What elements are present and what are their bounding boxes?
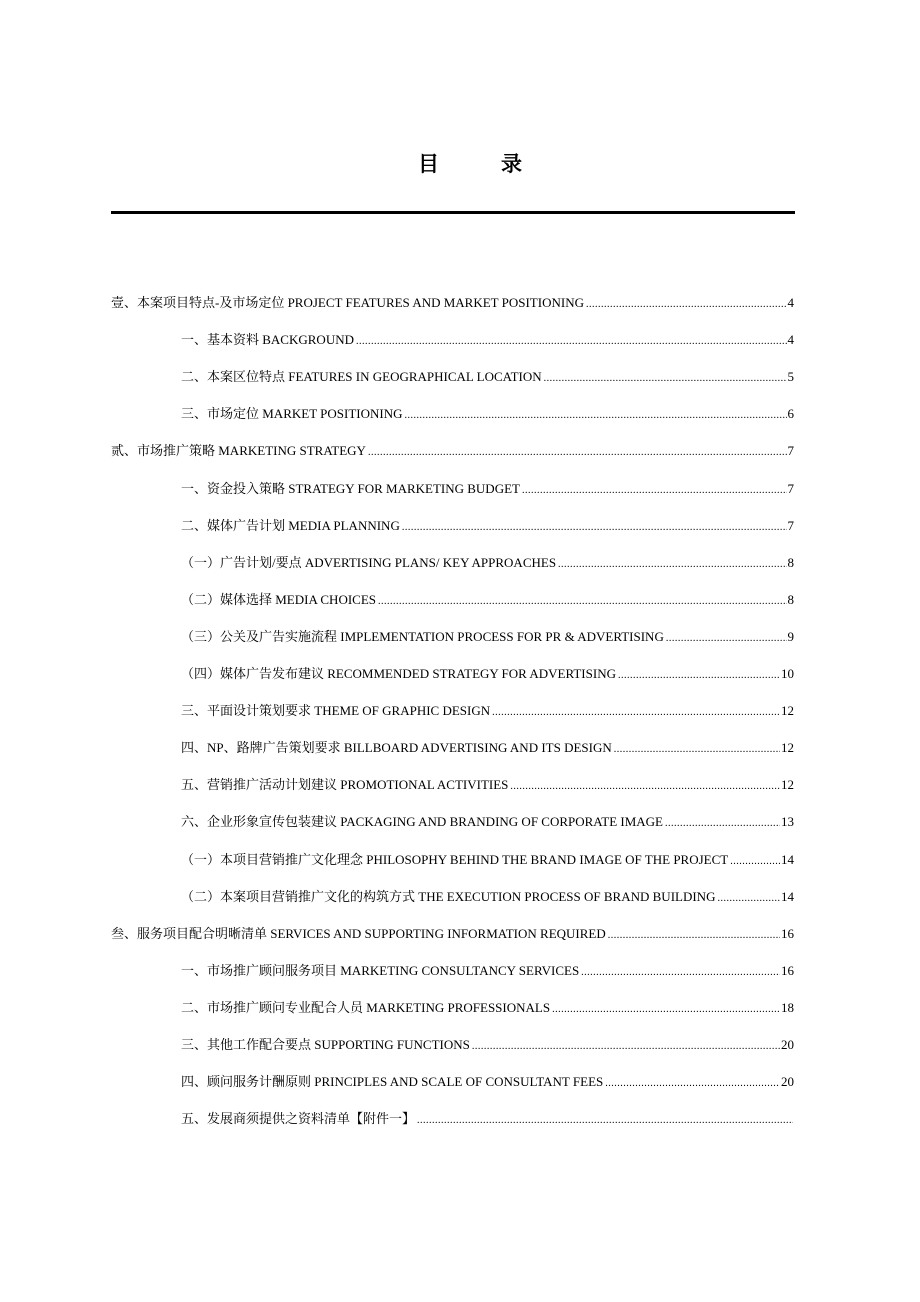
toc-page-number: 12 [781, 740, 794, 755]
toc-entry-label: 三、平面设计策划要求 THEME OF GRAPHIC DESIGN [181, 703, 491, 718]
toc-dot-leader [402, 518, 787, 538]
toc-entry[interactable] [181, 1072, 794, 1092]
title-char-2: 录 [501, 152, 522, 176]
toc-entry-label: 四、NP、路牌广告策划要求 BILLBOARD ADVERTISING AND ITS DESIGN [181, 740, 612, 755]
toc-dot-leader [665, 814, 780, 834]
toc-page-number: 12 [781, 777, 794, 792]
toc-dot-leader [522, 481, 787, 501]
toc-entry-label: 五、发展商须提供之资料清单【附件一】 [181, 1111, 416, 1126]
toc-dot-leader [558, 555, 786, 575]
toc-entry-label: （三）公关及广告实施流程 IMPLEMENTATION PROCESS FOR PR & ADVERTISING [181, 629, 664, 644]
toc-page-number: 7 [787, 481, 794, 496]
toc-dot-leader [378, 592, 786, 612]
toc-page-number: 5 [787, 369, 794, 384]
toc-entry-label: 一、市场推广顾问服务项目 MARKETING CONSULTANCY SERVICES [181, 963, 580, 978]
toc-dot-leader [544, 369, 787, 389]
toc-page-number: 8 [787, 555, 794, 570]
toc-page-number: 14 [781, 852, 794, 867]
toc-dot-leader [492, 703, 780, 723]
title-char-1: 目 [418, 152, 439, 176]
toc-entry[interactable] [181, 738, 794, 758]
toc-dot-leader [510, 777, 780, 797]
toc-entry-label: （一）广告计划/要点 ADVERTISING PLANS/ KEY APPROACHES [181, 555, 557, 570]
toc-page-number: 4 [787, 295, 794, 310]
toc-entry[interactable] [111, 293, 794, 313]
toc-entry-label: 四、顾问服务计酬原则 PRINCIPLES AND SCALE OF CONSULTANT FEES [181, 1074, 604, 1089]
toc-entry[interactable] [181, 479, 794, 499]
toc-dot-leader [472, 1037, 780, 1057]
toc-page-number: 12 [781, 703, 794, 718]
toc-entry-label: 六、企业形象宣传包装建议 PACKAGING AND BRANDING OF CORPORATE IMAGE [181, 814, 663, 829]
toc-page-number: 13 [781, 814, 794, 829]
toc-dot-leader [717, 889, 780, 909]
toc-entry[interactable] [181, 367, 794, 387]
toc-entry-label: 三、其他工作配合要点 SUPPORTING FUNCTIONS [181, 1037, 470, 1052]
toc-entry-label: 叁、服务项目配合明晰清单 SERVICES AND SUPPORTING INFORMATION REQUIRED [111, 926, 606, 941]
toc-entry-label: （四）媒体广告发布建议 RECOMMENDED STRATEGY FOR ADVERTISING [181, 666, 616, 681]
toc-entry[interactable] [181, 1035, 794, 1055]
toc-entry-label: 二、本案区位特点 FEATURES IN GEOGRAPHICAL LOCATION [181, 369, 542, 384]
toc-entry[interactable] [181, 330, 794, 350]
toc-dot-leader [730, 852, 780, 872]
toc-dot-leader [552, 1000, 780, 1020]
toc-page-number: 7 [787, 443, 794, 458]
toc-entry[interactable] [181, 961, 794, 981]
toc-page-number: 16 [781, 926, 794, 941]
toc-page-number: 18 [781, 1000, 794, 1015]
toc-entry[interactable] [181, 590, 794, 610]
toc-entry[interactable] [181, 812, 794, 832]
toc-dot-leader [356, 332, 787, 352]
toc-entry-label: 贰、市场推广策略 MARKETING STRATEGY [111, 443, 366, 458]
toc-entry-label: （一）本项目营销推广文化理念 PHILOSOPHY BEHIND THE BRAND IMAGE OF THE PROJECT [181, 852, 729, 867]
toc-dot-leader [404, 406, 786, 426]
toc-page-number: 14 [781, 889, 794, 904]
toc-page-number: 16 [781, 963, 794, 978]
toc-page-number: 4 [787, 332, 794, 347]
toc-entry[interactable] [181, 664, 794, 684]
toc-page-number: 8 [787, 592, 794, 607]
toc-page-number: 10 [781, 666, 794, 681]
toc-entry-label: 一、资金投入策略 STRATEGY FOR MARKETING BUDGET [181, 481, 520, 496]
toc-dot-leader [605, 1074, 780, 1094]
toc-dot-leader [586, 295, 787, 315]
toc-dot-leader [581, 963, 780, 983]
toc-page-number: 9 [787, 629, 794, 644]
toc-page-number: 20 [781, 1074, 794, 1089]
toc-page-number: 20 [781, 1037, 794, 1052]
toc-entry[interactable] [181, 553, 794, 573]
toc-page-number: 6 [787, 406, 794, 421]
toc-entry-label: 二、媒体广告计划 MEDIA PLANNING [181, 518, 400, 533]
toc-entry[interactable] [181, 701, 794, 721]
toc-dot-leader [614, 740, 780, 760]
toc-dot-leader [618, 666, 780, 686]
toc-entry[interactable] [181, 998, 794, 1018]
toc-entry-label: 五、营销推广活动计划建议 PROMOTIONAL ACTIVITIES [181, 777, 509, 792]
toc-entry[interactable] [181, 850, 794, 870]
toc-dot-leader [666, 629, 787, 649]
toc-entry[interactable] [111, 441, 794, 461]
toc-entry[interactable] [181, 1109, 794, 1129]
page-title [0, 148, 920, 178]
toc-entry[interactable] [181, 404, 794, 424]
toc-entry[interactable] [181, 775, 794, 795]
toc-entry-label: 一、基本资料 BACKGROUND [181, 332, 354, 347]
toc-entry-label: 二、市场推广顾问专业配合人员 MARKETING PROFESSIONALS [181, 1000, 551, 1015]
toc-entry[interactable] [181, 887, 794, 907]
toc-dot-leader [417, 1111, 793, 1131]
toc-dot-leader [608, 926, 780, 946]
title-divider [111, 211, 795, 214]
toc-entry-label: （二）媒体选择 MEDIA CHOICES [181, 592, 377, 607]
toc-entry[interactable] [181, 516, 794, 536]
toc-entry[interactable] [111, 924, 794, 944]
toc-entry-label: 三、市场定位 MARKET POSITIONING [181, 406, 403, 421]
toc-entry-label: （二）本案项目营销推广文化的构筑方式 THE EXECUTION PROCESS OF BRAND BUILDING [181, 889, 716, 904]
toc-entry-label: 壹、本案项目特点-及市场定位 PROJECT FEATURES AND MARKET POSITIONING [111, 295, 584, 310]
toc-dot-leader [368, 443, 787, 463]
toc-page-number: 7 [787, 518, 794, 533]
toc-entry[interactable] [181, 627, 794, 647]
